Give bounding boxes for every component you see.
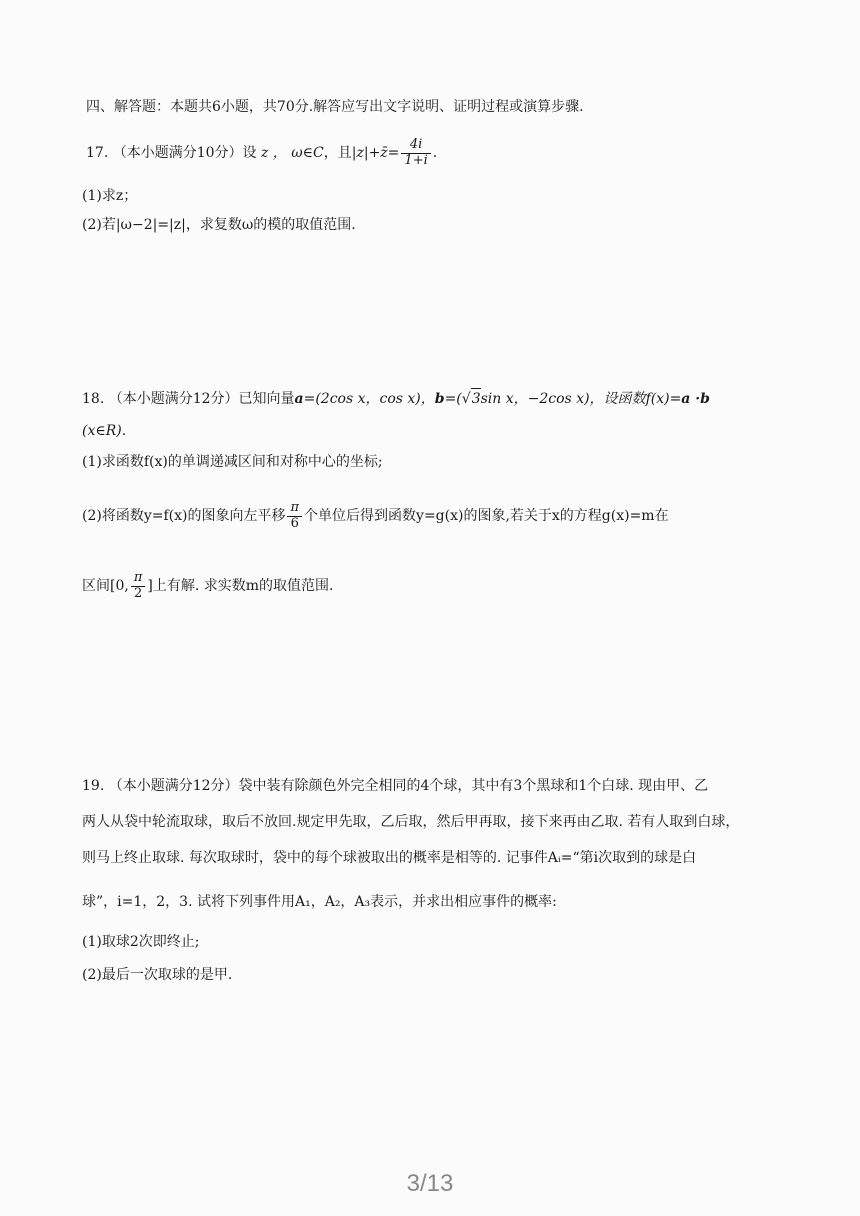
question-17-part-2: (2)若|ω−2|=|z|，求复数ω的模的取值范围. [82, 217, 356, 233]
q17-end: . [432, 145, 438, 161]
q18-p2-frac-den: 6 [290, 515, 299, 531]
q18-p2-frac-num: π [287, 501, 302, 516]
q17-cond-lhs: |z|+z̄= [351, 145, 400, 161]
section-header: 四、解答题：本题共6小题，共70分.解答应写出文字说明、证明过程或演算步骤. [86, 99, 584, 115]
page-number: 3/13 [406, 1170, 454, 1197]
q17-frac-den: 1+i [404, 152, 428, 168]
question-19-line-4: 球”，i=1，2，3. 试将下列事件用A₁，A₂，A₃表示，并求出相应事件的概率: [82, 894, 557, 910]
question-19-line-1: 19. （本小题满分12分）袋中装有除颜色外完全相同的4个球，其中有3个黑球和1个白球. 现由甲、乙 [82, 778, 709, 794]
question-19-part-2: (2)最后一次取球的是甲. [82, 967, 233, 983]
q17-cond-pre: ，且 [323, 145, 352, 161]
q18-p2b-pre: 区间[0, [82, 578, 129, 594]
question-19-part-1: (1)取球2次即终止; [82, 934, 200, 950]
q18-b-sqrt: 3 [471, 388, 481, 409]
q18-p2b-frac-num: π [131, 571, 146, 586]
q18-vector-b: b [434, 391, 445, 407]
q17-vars: z ， ω∈C [260, 145, 324, 161]
q18-ab: a ·b [681, 391, 710, 407]
q18-b-def-post: sin x，−2cos x)，设函数 [480, 391, 646, 407]
q18-lead: 18. （本小题满分12分）已知向量 [82, 391, 295, 407]
q18-a-def: =(2cos x，cos x)， [303, 391, 435, 407]
q17-fraction [401, 138, 430, 168]
question-18-part-2 [82, 496, 669, 536]
question-19-line-2: 两人从袋中轮流取球，取后不放回.规定甲先取，乙后取，然后甲再取，接下来再由乙取. 若有人取到白球， [82, 814, 740, 830]
q18-p2-fraction [287, 501, 302, 531]
q18-f-def: f(x)= [645, 391, 682, 407]
q18-p2-post: 个单位后得到函数y=g(x)的图象,若关于x的方程g(x)=m在 [304, 508, 669, 524]
question-18-part-1: (1)求函数f(x)的单调递减区间和对称中心的坐标; [82, 454, 383, 470]
q17-lead: 17. （本小题满分10分）设 [86, 145, 257, 161]
question-19-line-3: 则马上终止取球. 每次取球时，袋中的每个球被取出的概率是相等的. 记事件Aᵢ=“第i次取到的球是白 [82, 850, 697, 866]
question-18-part-2-cont [82, 566, 333, 606]
q18-p2b-frac-den: 2 [133, 585, 143, 601]
question-18-domain: (x∈R). [82, 423, 127, 439]
q18-p2b-fraction [131, 571, 146, 601]
q18-p2b-post: ]上有解. 求实数m的取值范围. [147, 578, 334, 594]
q18-b-def-pre: =( [444, 391, 462, 407]
question-17-stem [86, 136, 437, 170]
question-17-part-1: (1)求z； [82, 188, 138, 204]
q17-frac-num: 4i [401, 138, 430, 153]
q18-vector-a: a [294, 391, 304, 407]
q18-p2-pre: (2)将函数y=f(x)的图象向左平移 [82, 508, 286, 524]
question-18-stem: 18. （本小题满分12分）已知向量a=(2cos x，cos x)，b=(√3sin x，−2cos x)，设函数f(x)=a ·b [82, 388, 710, 409]
